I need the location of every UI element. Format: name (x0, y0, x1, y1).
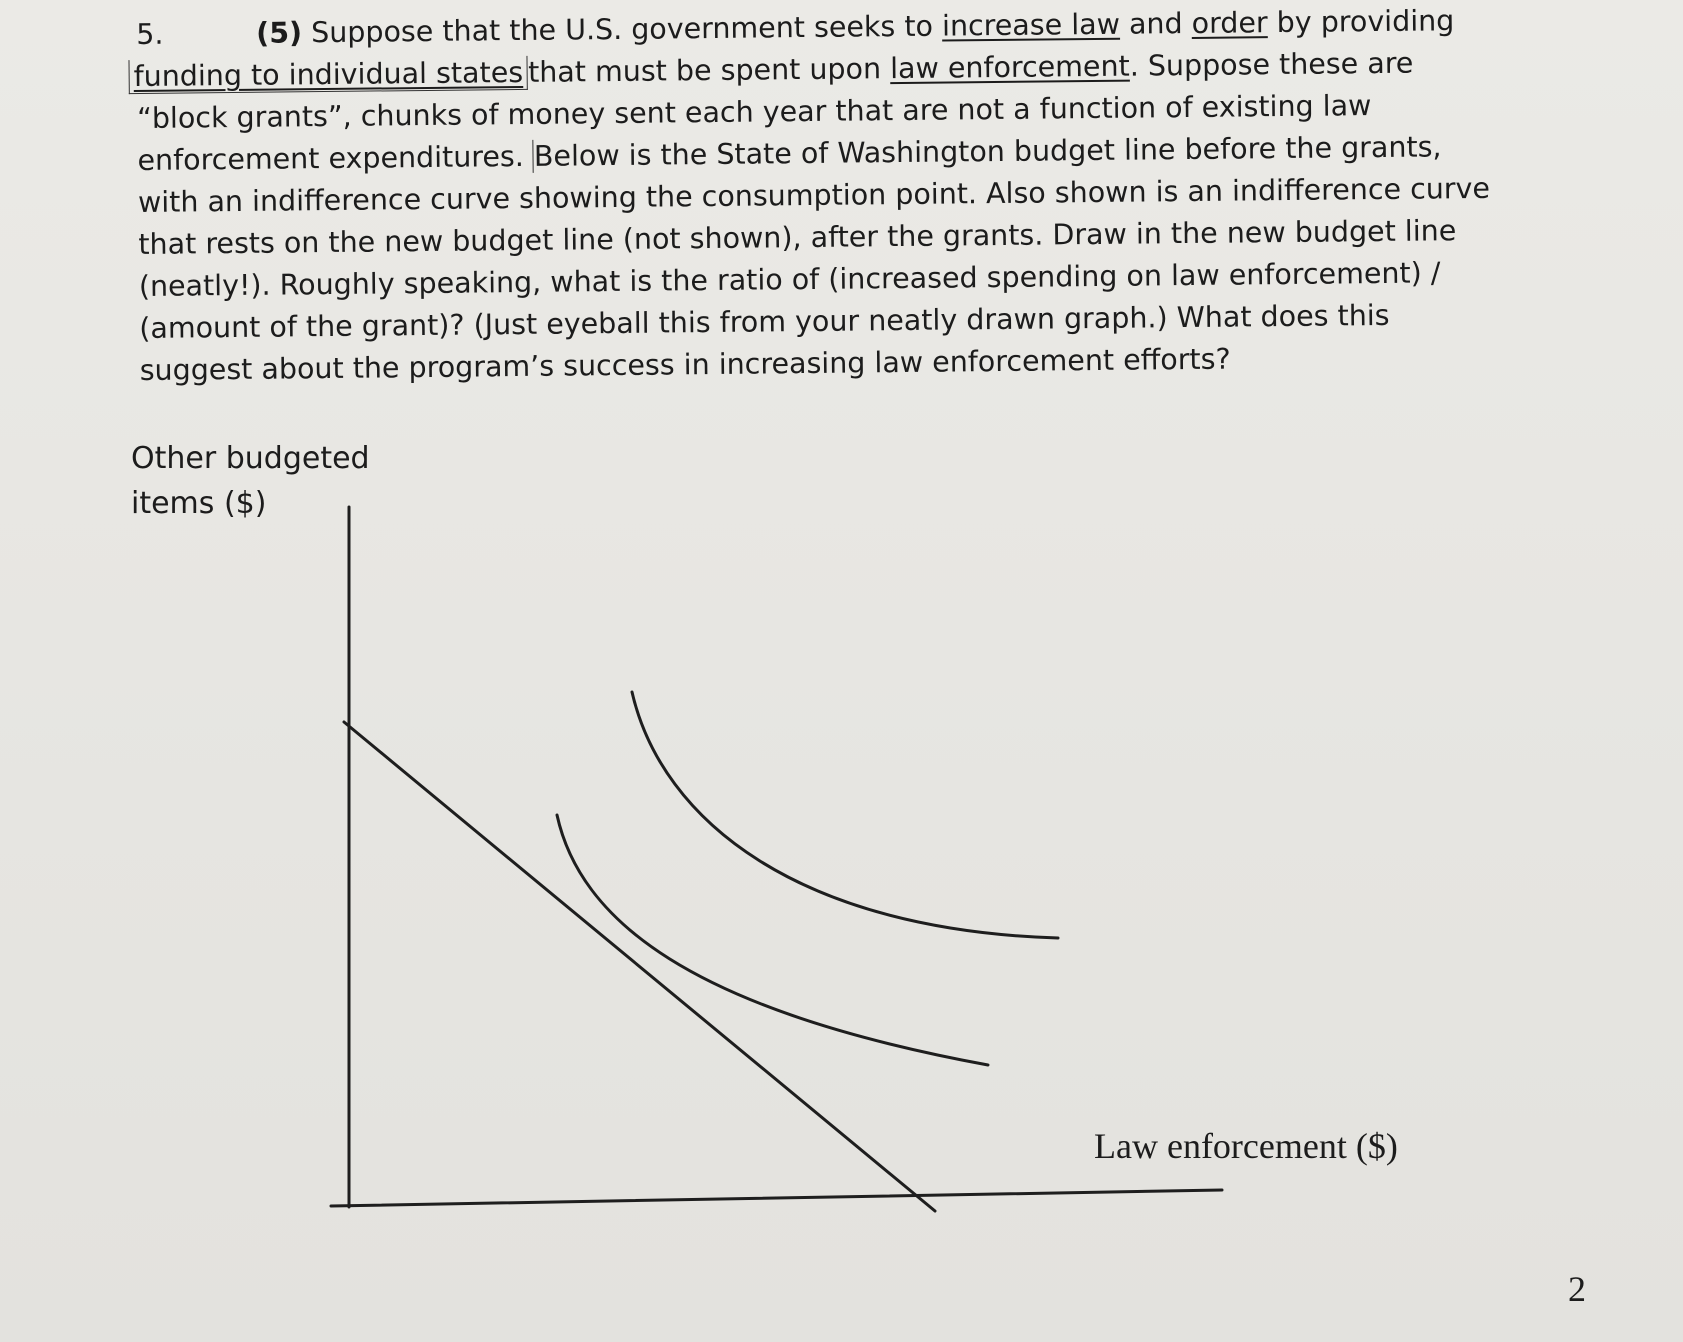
new-indifference-curve (632, 692, 1058, 938)
question-line-1: 5. (5) Suppose that the U.S. government seeks to increase law and order by providing (136, 0, 1536, 56)
original-budget-line (344, 722, 935, 1211)
question-line-3: “block grants”, chunks of money sent each year that are not a function of existing law (136, 89, 1372, 135)
question-line-4: enforcement expenditures. Below is the State of Washington budget line before the grants, (137, 130, 1442, 177)
question-line-7: (neatly!). Roughly speaking, what is the ratio of (increased spending on law enforcement) / (138, 256, 1441, 303)
underlined-order: order (1191, 6, 1268, 40)
boxed-funding-to-states: funding to individual states (128, 56, 528, 94)
y-axis-label: Other budgeted items ($) (131, 441, 370, 521)
question-points: (5) (256, 16, 303, 50)
marked-below-sentence: Below is the State of Washington budget line before the grants, (533, 130, 1442, 173)
x-axis-label: Law enforcement ($) (1094, 1126, 1398, 1166)
page-number: 2 (1568, 1269, 1586, 1309)
question-line-6: that rests on the new budget line (not shown), after the grants. Draw in the new budget line (138, 214, 1457, 261)
question-line-9: suggest about the program’s success in increasing law enforcement efforts? (139, 342, 1231, 387)
x-axis (331, 1190, 1222, 1206)
original-indifference-curve (557, 815, 988, 1065)
question-line-8: (amount of the grant)? (Just eyeball this from your neatly drawn graph.) What does this (139, 298, 1390, 345)
underlined-increase-law: increase law (941, 7, 1121, 43)
question-line-2: funding to individual states that must be spent upon law enforcement. Suppose these are (136, 41, 1536, 98)
question-number: 5. (136, 17, 164, 51)
underlined-law-enforcement: law enforcement (889, 49, 1130, 86)
question-line-5: with an indifference curve showing the consumption point. Also shown is an indifference curve (137, 171, 1491, 219)
